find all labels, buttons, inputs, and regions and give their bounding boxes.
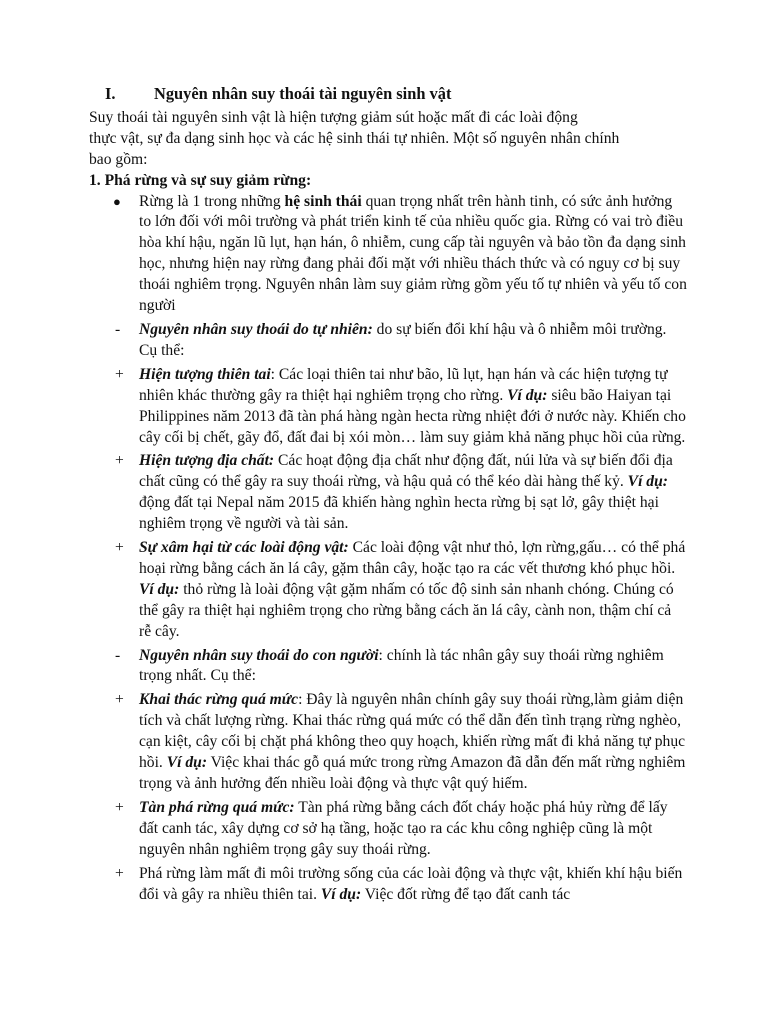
example-label: Ví dụ: [139,580,180,598]
heading-title: Nguyên nhân suy thoái tài nguyên sinh vật [154,84,452,103]
plus-item-destruction [89,798,689,861]
text-run: : chính là tác nhân gây suy thoái rừng nghiêm trọng nhất. Cụ thể: [139,646,664,685]
plus-marker: + [115,798,124,816]
item-label: Hiện tượng thiên tai [139,365,271,383]
item-label: Nguyên nhân suy thoái do tự nhiên: [139,320,373,338]
text-run: động đất tại Nepal năm 2015 đã khiến hàng nghìn hecta rừng bị sạt lở, gây thiệt hại nghiêm trọng về người và tài sản. [139,494,659,533]
example-label: Ví dụ: [627,473,668,491]
example-label: Ví dụ: [507,386,548,404]
heading-number: I. [105,84,116,103]
plus-text [139,798,687,861]
subsection-heading: 1. Phá rừng và sự suy giảm rừng: [89,171,312,189]
text-run: : Các loại thiên tai như bão, lũ lụt, hạn hán và các hiện tượng tự nhiên khác thường gây ra thiệt hại nghiêm trọng cho rừng. [139,365,668,404]
dash-marker: - [115,320,121,338]
text-run: : Đây là nguyên nhân chính gây suy thoái rừng,làm giảm diện tích và chất lượng rừng. Khai thác rừng quá mức có thể dẫn đến tình trạng rừng nghèo, cạn kiệt, cây cối bị chặt phá không theo quy hoạch, khiến rừng mất đi khả năng tự phục hồi. [139,691,686,772]
intro-line-2: thực vật, sự đa dạng sinh học và các hệ sinh thái tự nhiên. Một số nguyên nhân chính [89,129,620,147]
item-label: Sự xâm hại từ các loài động vật: [139,539,349,557]
bullet-text [139,192,687,317]
item-label: Hiện tượng địa chất: [139,452,275,470]
text-run: Phá rừng làm mất đi môi trường sống của các loài động và thực vật, khiến khí hậu biến đổi và gây ra nhiều thiên tai. [139,864,683,903]
item-label: Nguyên nhân suy thoái do con người [139,646,379,664]
plus-text [139,365,687,449]
bold-term: hệ sinh thái [284,192,362,210]
text-run: siêu bão Haiyan tại Philippines năm 2013 đã tàn phá hàng ngàn hecta rừng nhiệt đới ở nước này. Khiến cho cây cối bị chết, gãy đổ, đất đai bị xói mòn… làm suy giảm khả năng phục hồi của rừng. [139,386,686,446]
plus-item-geology [89,451,689,535]
text-run: Việc đốt rừng để tạo đất canh tác [361,885,571,903]
bullet-item-forest [89,192,689,317]
bullet-marker: ● [113,193,121,209]
example-label: Ví dụ: [320,885,362,903]
intro-line-1: Suy thoái tài nguyên sinh vật là hiện tượng giảm sút hoặc mất đi các loài động [89,108,578,126]
plus-item-disaster [89,365,689,449]
plus-text [139,690,687,795]
text-run: Các loài động vật như thỏ, lợn rừng,gấu… có thể phá hoại rừng bằng cách ăn lá cây, gặm thân cây, hoặc tạo ra các vết thương khó phục hồi. [139,539,686,577]
text-run: Các hoạt động địa chất như động đất, núi lửa và sự biến đổi địa chất cũng có thể gây ra suy thoái rừng, và hậu quả có thể kéo dài hàng thế kỷ. [139,452,673,491]
plus-text [139,864,687,906]
dash-marker: - [115,646,121,664]
dash-item-natural [89,320,689,362]
dash-item-human [89,646,689,688]
plus-marker: + [115,691,124,709]
text-run: do sự biến đổi khí hậu và ô nhiễm môi trường. Cụ thể: [139,320,667,359]
plus-text [139,451,687,535]
text-run: Việc khai thác gỗ quá mức trong rừng Amazon đã dẫn đến mất rừng nghiêm trọng và ảnh hưởng đến nhiều loài động và thực vật quý hiếm. [139,754,686,792]
text-run: Tàn phá rừng bằng cách đốt cháy hoặc phá hủy rừng để lấy đất canh tác, xây dựng cơ sở hạ tầng, hoặc tạo ra các khu công nghiệp cũng là một nguyên nhân nghiêm trọng gây suy thoái rừng. [139,798,668,858]
document-body [89,84,689,908]
plus-marker: + [115,365,124,383]
intro-line-3: bao gồm: [89,150,148,168]
plus-marker: + [115,452,124,470]
plus-item-habitat [89,864,689,906]
dash-text [139,320,687,362]
item-label: Tàn phá rừng quá mức: [139,798,295,816]
plus-text [139,538,687,643]
plus-marker: + [115,539,124,557]
item-label: Khai thác rừng quá mức [139,691,299,709]
plus-item-overlogging [89,690,689,795]
dash-text [139,646,687,688]
plus-marker: + [115,864,124,882]
text-run: thỏ rừng là loài động vật gặm nhấm có tốc độ sinh sản nhanh chóng. Chúng có thể gây ra thiệt hại nghiêm trọng cho rừng bằng cách ăn lá cây, cành non, thậm chí cả rễ cây. [139,580,674,640]
text-run: quan trọng nhất trên hành tinh, có sức ảnh hưởng to lớn đối với môi trường và phát triển kinh tế của nhiều quốc gia. Rừng có vai trò điều hòa khí hậu, ngăn lũ lụt, hạn hán, ô nhiễm, cung cấp tài nguyên và bảo tồn đa dạng sinh học, nhưng hiện nay rừng đang phải đối mặt với nhiều thách thức và có nguy cơ bị suy thoái nghiêm trọng. Nguyên nhân làm suy giảm rừng gồm yếu tố tự nhiên và yếu tố con người [139,192,687,315]
example-label: Ví dụ: [166,754,208,772]
plus-item-animals [89,538,689,643]
text-run: Rừng là 1 trong những [139,192,285,210]
section-heading [89,84,689,105]
